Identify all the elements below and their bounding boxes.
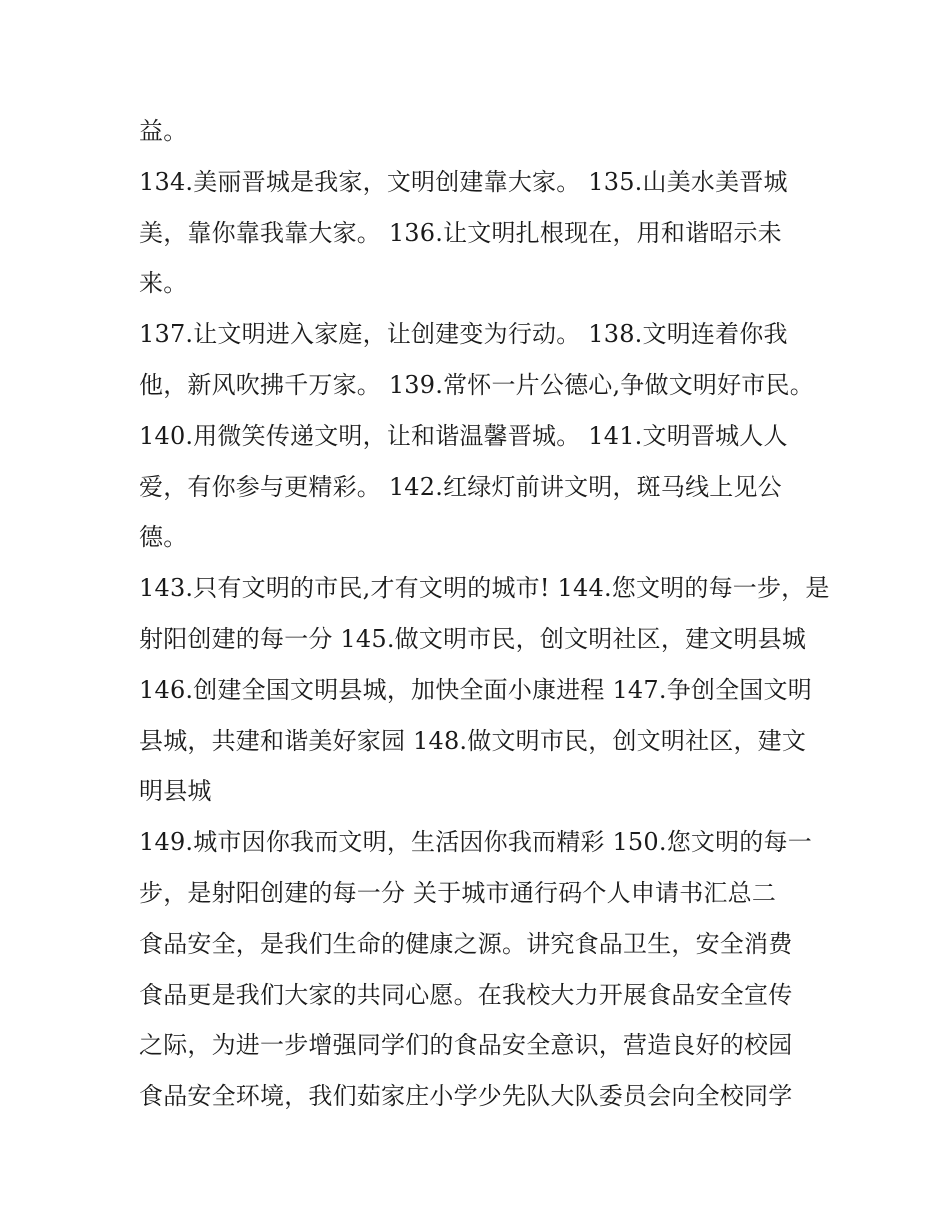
text-line: 之际，为进一步增强同学们的食品安全意识，营造良好的校园 <box>139 1031 793 1060</box>
text-line: 爱，有你参与更精彩。 142.红绿灯前讲文明，斑马线上见公 <box>139 472 782 501</box>
text-line: 食品更是我们大家的共同心愿。在我校大力开展食品安全宣传 <box>139 980 793 1009</box>
text-line: 美，靠你靠我靠大家。 136.让文明扎根现在，用和谐昭示未 <box>139 218 782 247</box>
text-line: 137.让文明进入家庭，让创建变为行动。 138.文明连着你我 <box>139 320 788 349</box>
document-body <box>139 106 830 1122</box>
text-line: 134.美丽晋城是我家，文明创建靠大家。 135.山美水美晋城 <box>139 167 788 196</box>
text-line: 明县城 <box>139 777 212 806</box>
text-line: 益。 <box>139 117 188 145</box>
text-line: 射阳创建的每一分 145.做文明市民，创文明社区，建文明县城 <box>139 624 807 653</box>
text-line: 食品安全环境，我们茹家庄小学少先队大队委员会向全校同学 <box>139 1082 793 1111</box>
text-line: 143.只有文明的市民,才有文明的城市! 144.您文明的每一步，是 <box>139 574 830 603</box>
text-line: 140.用微笑传递文明，让和谐温馨晋城。 141.文明晋城人人 <box>139 421 788 450</box>
text-line: 食品安全，是我们生命的健康之源。讲究食品卫生，安全消费 <box>139 929 793 958</box>
text-line: 他，新风吹拂千万家。 139.常怀一片公德心,争做文明好市民。 <box>139 370 814 399</box>
text-line: 来。 <box>139 269 188 298</box>
text-line: 149.城市因你我而文明，生活因你我而精彩 150.您文明的每一 <box>139 828 812 857</box>
text-line: 德。 <box>139 523 188 552</box>
text-line: 步，是射阳创建的每一分 关于城市通行码个人申请书汇总二 <box>139 878 777 907</box>
text-line: 县城，共建和谐美好家园 148.做文明市民，创文明社区，建文 <box>139 726 807 755</box>
text-line: 146.创建全国文明县城，加快全面小康进程 147.争创全国文明 <box>139 675 812 704</box>
